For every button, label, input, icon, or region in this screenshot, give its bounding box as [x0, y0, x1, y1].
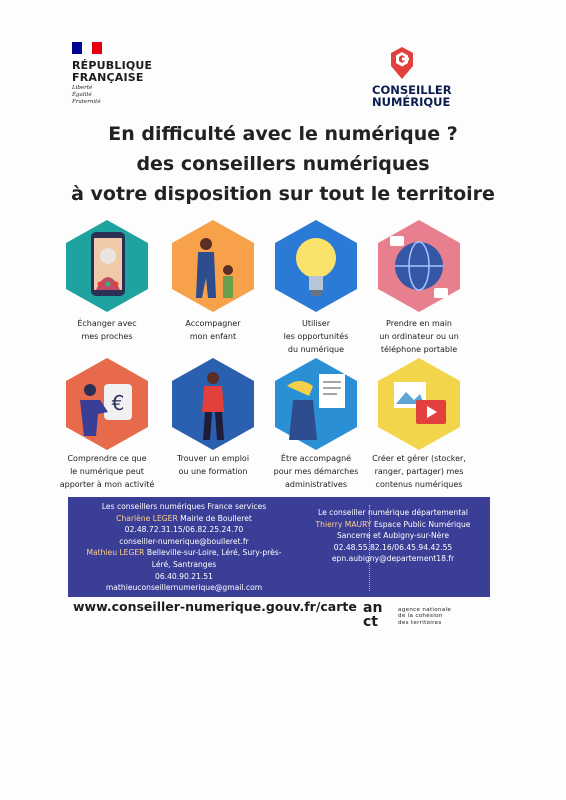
departemental-heading: Le conseiller numérique départemental	[318, 508, 468, 517]
contact-name: Charlène LEGER	[116, 513, 178, 523]
svg-text:€: €	[111, 391, 125, 415]
job-seeker-icon	[170, 356, 256, 452]
contact-phones: 02.48.72.31.15/06.82.25.24.70	[124, 525, 244, 535]
contact-place: Espace Public Numérique	[373, 519, 471, 529]
contact-phone: 06.40.90.21.51	[155, 571, 213, 581]
conseiller-numerique-pin-icon	[390, 46, 414, 80]
headline-line-2: des conseillers numériques	[136, 153, 430, 175]
anct-logo-bottom: ct	[363, 614, 378, 630]
republique-francaise-title	[72, 60, 152, 84]
contact-email[interactable]: epn.aubigny@departement18.fr	[331, 554, 455, 564]
caption-line: Prendre en main	[386, 319, 452, 328]
numerique-line: NUMÉRIQUE	[372, 95, 451, 109]
caption-line: téléphone portable	[380, 345, 458, 354]
anct-agency-name	[398, 607, 451, 626]
contact-name: Mathieu LEGER	[86, 548, 145, 558]
contact-phones: 02.48.55.82.16/06.45.94.42.55	[333, 542, 453, 552]
caption-line: Trouver un emploi	[176, 454, 250, 463]
caption-line: le numérique peut	[70, 467, 144, 476]
caption-line: Accompagner	[185, 319, 241, 328]
service-caption-admin	[256, 452, 376, 491]
caption-line: du numérique	[287, 345, 345, 354]
caption-line: Être accompagné	[280, 454, 352, 463]
service-caption-job	[153, 452, 273, 478]
anct-logo-top: an	[363, 600, 383, 616]
headline-line-3: à votre disposition sur tout le territoire	[71, 183, 495, 205]
contact-email[interactable]: conseiller-numerique@boulleret.fr	[119, 536, 249, 546]
contact-charlene	[72, 513, 296, 525]
caption-line: Échanger avec	[77, 319, 137, 328]
caption-line: Comprendre ce que	[67, 454, 147, 463]
caption-line: pour mes démarches	[273, 467, 359, 476]
contact-place-continued: Sancerre et Aubigny-sur-Nère	[336, 531, 450, 541]
website-link[interactable]: www.conseiller-numerique.gouv.fr/carte	[73, 599, 357, 614]
caption-line: contenus numériques	[375, 480, 463, 489]
caption-line: mon enfant	[189, 332, 237, 341]
contact-name: Thierry MAURY	[315, 519, 372, 529]
service-caption-devices	[359, 317, 479, 356]
light-bulb-icon	[273, 218, 359, 314]
francaise-line: FRANÇAISE	[72, 71, 144, 84]
departemental-contact	[293, 507, 493, 565]
caption-line: les opportunités	[283, 332, 349, 341]
service-caption-content	[359, 452, 479, 491]
headline-line-1: En difficulté avec le numérique ?	[108, 123, 458, 145]
service-caption-activity	[47, 452, 167, 491]
contacts-band	[68, 497, 490, 597]
contact-place-continued: Léré, Santranges	[151, 559, 217, 569]
contact-mathieu	[72, 547, 296, 559]
conseiller-numerique-logo-text	[372, 84, 472, 108]
caption-line: un ordinateur ou un	[379, 332, 459, 341]
caption-line: apporter à mon activité	[59, 480, 155, 489]
anct-line: de la cohésion	[398, 613, 443, 620]
service-caption-child	[153, 317, 273, 343]
anct-line: des territoires	[398, 619, 442, 626]
republic-motto	[72, 85, 101, 106]
media-content-icon	[376, 356, 462, 452]
france-services-contacts	[72, 501, 296, 594]
contact-thierry	[293, 519, 493, 531]
parent-child-icon	[170, 218, 256, 314]
caption-line: Créer et gérer (stocker,	[372, 454, 466, 463]
caption-line: Utiliser	[301, 319, 331, 328]
caption-line: ranger, partager) mes	[374, 467, 464, 476]
motto-liberte: Liberté	[72, 85, 93, 91]
paperwork-icon	[273, 356, 359, 452]
caption-line: mes proches	[81, 332, 133, 341]
globe-devices-icon	[376, 218, 462, 314]
republique-line: RÉPUBLIQUE	[72, 59, 153, 72]
contact-place: Belleville-sur-Loire, Léré, Sury-près-	[146, 548, 282, 558]
motto-egalite: Égalité	[72, 92, 92, 98]
caption-line: administratives	[285, 480, 347, 489]
service-caption-exchange	[47, 317, 167, 343]
motto-fraternite: Fraternité	[72, 99, 101, 105]
france-services-heading: Les conseillers numériques France services	[101, 502, 267, 511]
contact-email[interactable]: mathieuconseillernumerique@gmail.com	[105, 583, 263, 593]
video-call-phone-icon	[64, 218, 150, 314]
conseiller-line: CONSEILLER	[372, 83, 452, 97]
anct-logo	[363, 601, 382, 629]
contact-place: Mairie de Boulleret	[180, 513, 252, 523]
caption-line: ou une formation	[178, 467, 248, 476]
french-flag-logo	[72, 42, 102, 54]
anct-line: agence nationale	[398, 607, 452, 613]
euro-puzzle-icon	[64, 356, 150, 452]
service-caption-opportunities	[256, 317, 376, 356]
